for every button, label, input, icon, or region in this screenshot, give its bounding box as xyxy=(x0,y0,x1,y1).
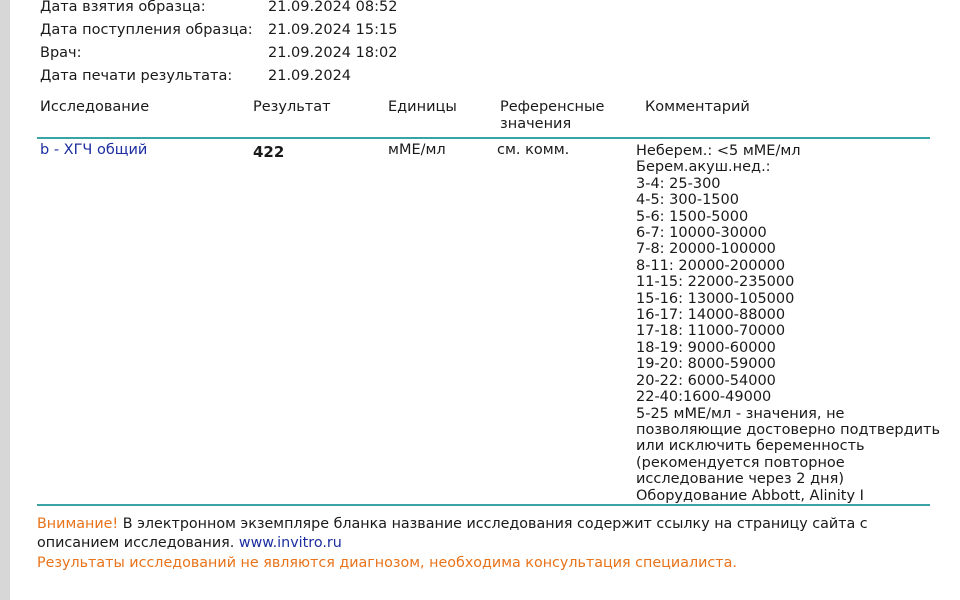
meta-value: 21.09.2024 xyxy=(268,68,352,84)
comment-line: Берем.акуш.нед.: xyxy=(636,159,771,176)
comment-line: 6-7: 10000-30000 xyxy=(636,225,767,242)
comment-line: 5-25 мМЕ/мл - значения, не xyxy=(636,405,845,422)
comment-line: (рекомендуется повторное xyxy=(636,454,845,471)
comment-line: 18-19: 9000-60000 xyxy=(636,339,776,356)
meta-value: 21.09.2024 18:02 xyxy=(268,45,398,61)
footer-disclaimer: Результаты исследований не являются диагнозом, необходима консультация специалиста. xyxy=(37,555,737,571)
comment-line: позволяющие достоверно подтвердить xyxy=(636,421,941,438)
comment-line: Оборудование Abbott, Alinity I xyxy=(636,487,864,504)
header-result: Результат xyxy=(253,99,331,115)
comment-line: 17-18: 11000-70000 xyxy=(636,323,786,340)
invitro-link[interactable]: www.invitro.ru xyxy=(238,535,342,551)
result-value: 422 xyxy=(253,143,285,161)
reference-values: см. комм. xyxy=(497,142,570,158)
meta-label: Дата печати результата: xyxy=(40,68,233,84)
header-units: Единицы xyxy=(388,99,457,115)
header-reference-line2: значения xyxy=(500,116,572,132)
header-comment: Комментарий xyxy=(645,99,750,115)
comment-line: 7-8: 20000-100000 xyxy=(636,241,776,258)
comment-line: 15-16: 13000-105000 xyxy=(636,290,795,307)
footer-notice xyxy=(37,515,937,553)
comment-line: 8-11: 20000-200000 xyxy=(636,257,786,274)
header-divider xyxy=(37,137,930,139)
comment-line: Неберем.: <5 мМЕ/мл xyxy=(636,143,801,159)
row-divider xyxy=(37,504,930,506)
warning-text: В электронном экземпляре бланка название исследования содержит ссылку на страницу сайта с описанием исследования. xyxy=(37,516,868,551)
header-test: Исследование xyxy=(40,99,150,115)
meta-label: Врач: xyxy=(40,45,82,61)
comment-line: 22-40:1600-49000 xyxy=(636,389,772,406)
header-reference xyxy=(500,99,604,133)
meta-value: 21.09.2024 08:52 xyxy=(268,0,398,15)
meta-label: Дата поступления образца: xyxy=(40,22,253,38)
meta-sample-received xyxy=(40,20,398,40)
meta-print-date xyxy=(40,66,352,86)
warning-label: Внимание! xyxy=(37,516,119,532)
test-name-link[interactable]: b - ХГЧ общий xyxy=(40,142,148,158)
meta-label: Дата взятия образца: xyxy=(40,0,206,15)
meta-doctor xyxy=(40,43,398,63)
comment-line: или исключить беременность xyxy=(636,438,865,455)
comment-line: исследование через 2 дня) xyxy=(636,471,844,488)
page-edge-strip xyxy=(0,0,10,600)
comment-line: 11-15: 22000-235000 xyxy=(636,274,795,291)
comment-block xyxy=(636,143,941,504)
comment-line: 5-6: 1500-5000 xyxy=(636,208,749,225)
comment-line: 19-20: 8000-59000 xyxy=(636,356,776,373)
header-reference-line1: Референсные xyxy=(500,99,605,115)
comment-line: 3-4: 25-300 xyxy=(636,175,721,192)
comment-line: 4-5: 300-1500 xyxy=(636,192,739,209)
meta-value: 21.09.2024 15:15 xyxy=(268,22,398,38)
result-units: мМЕ/мл xyxy=(388,142,446,158)
comment-line: 20-22: 6000-54000 xyxy=(636,372,776,389)
comment-line: 16-17: 14000-88000 xyxy=(636,307,786,324)
meta-sample-taken xyxy=(40,0,398,17)
